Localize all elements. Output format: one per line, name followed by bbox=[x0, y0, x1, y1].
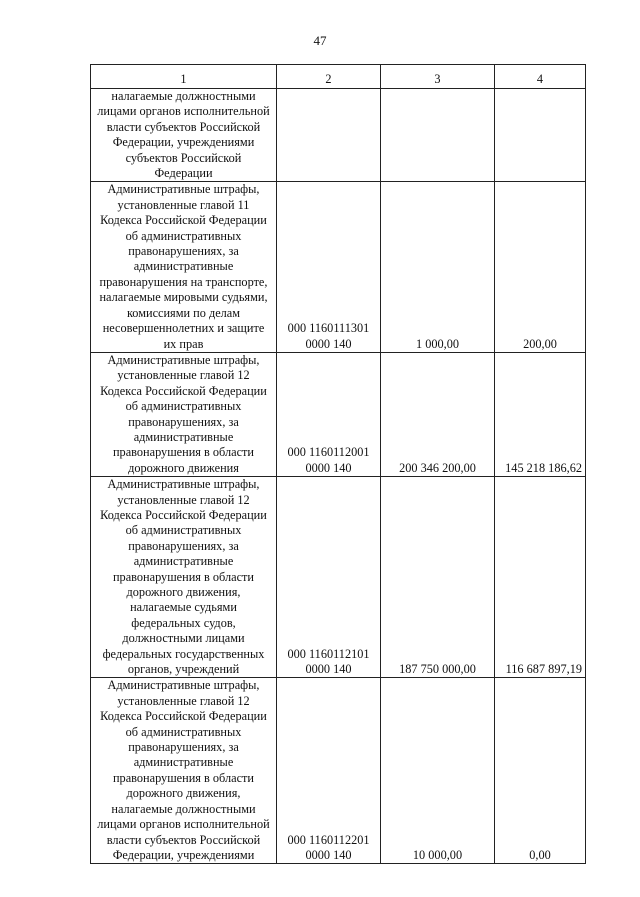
column-header-1: 1 bbox=[91, 65, 277, 89]
column-header-4: 4 bbox=[495, 65, 586, 89]
row-fact-value: 116 687 897,19 bbox=[495, 477, 586, 678]
row-name: Административные штрафы, установленные главой 11 Кодекса Российской Федерации об административных правонарушениях, за административные правонарушения на транспорте, налагаемые мировыми судьями, комиссиями по делам несовершеннолетних и защите их прав bbox=[91, 182, 277, 352]
row-code: 000 1160112201 0000 140 bbox=[277, 678, 381, 864]
row-code bbox=[277, 89, 381, 182]
row-plan-value bbox=[381, 89, 495, 182]
table-header-row bbox=[91, 65, 586, 89]
row-name: Административные штрафы, установленные главой 12 Кодекса Российской Федерации об административных правонарушениях, за административные правонарушения в области дорожного движения bbox=[91, 352, 277, 476]
table-row bbox=[91, 182, 586, 352]
table-row bbox=[91, 678, 586, 864]
column-header-3: 3 bbox=[381, 65, 495, 89]
row-plan-value: 10 000,00 bbox=[381, 678, 495, 864]
column-header-2: 2 bbox=[277, 65, 381, 89]
revenue-table bbox=[90, 64, 586, 864]
row-fact-value: 0,00 bbox=[495, 678, 586, 864]
page-number: 47 bbox=[313, 33, 327, 48]
row-fact-value bbox=[495, 89, 586, 182]
table-row bbox=[91, 89, 586, 182]
table-row bbox=[91, 352, 586, 476]
row-name: Административные штрафы, установленные главой 12 Кодекса Российской Федерации об административных правонарушениях, за административные правонарушения в области дорожного движения, налагаемые должностными лицами органов исполнительной власти субъектов Российской Федерации, учреждениями bbox=[91, 678, 277, 864]
table-row bbox=[91, 477, 586, 678]
row-code: 000 1160111301 0000 140 bbox=[277, 182, 381, 352]
row-fact-value: 145 218 186,62 bbox=[495, 352, 586, 476]
row-code: 000 1160112001 0000 140 bbox=[277, 352, 381, 476]
row-name: Административные штрафы, установленные главой 12 Кодекса Российской Федерации об административных правонарушениях, за административные правонарушения в области дорожного движения, налагаемые судьями федеральных судов, должностными лицами федеральных государственных органов, учреждений bbox=[91, 477, 277, 678]
row-fact-value: 200,00 bbox=[495, 182, 586, 352]
row-code: 000 1160112101 0000 140 bbox=[277, 477, 381, 678]
row-plan-value: 187 750 000,00 bbox=[381, 477, 495, 678]
row-plan-value: 200 346 200,00 bbox=[381, 352, 495, 476]
row-plan-value: 1 000,00 bbox=[381, 182, 495, 352]
row-name: налагаемые должностными лицами органов исполнительной власти субъектов Российской Федерации, учреждениями субъектов Российской Федерации bbox=[91, 89, 277, 182]
